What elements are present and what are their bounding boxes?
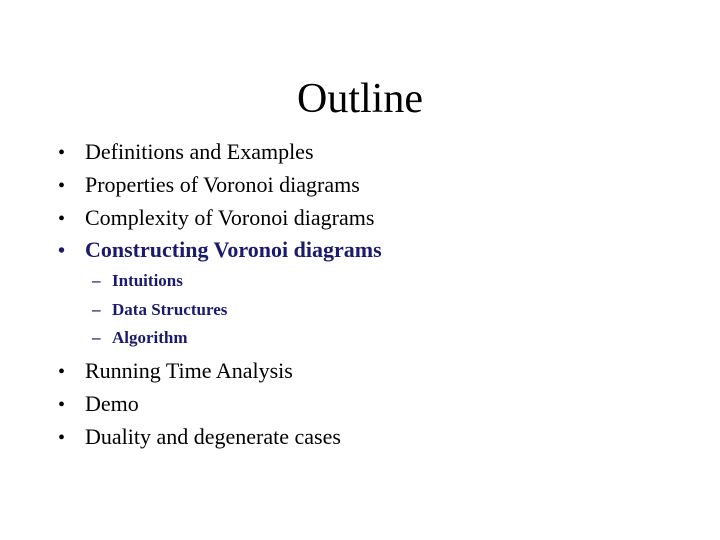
outline-item-demo (58, 391, 139, 418)
outline-item-label: Complexity of Voronoi diagrams (85, 205, 375, 230)
outline-item-duality (58, 424, 341, 451)
outline-item-label: Constructing Voronoi diagrams (85, 237, 382, 262)
outline-subitem-label: Algorithm (112, 328, 188, 347)
bullet-icon: • (58, 142, 66, 164)
outline-subitem-data-structures (92, 299, 227, 321)
outline-subitem-algorithm (92, 327, 188, 349)
outline-item-constructing (58, 237, 382, 264)
bullet-icon: • (58, 208, 66, 230)
outline-item-label: Demo (85, 391, 139, 416)
bullet-icon: • (58, 427, 66, 449)
dash-icon: – (92, 300, 101, 319)
outline-item-label: Definitions and Examples (85, 139, 314, 164)
bullet-icon: • (58, 361, 66, 383)
bullet-icon: • (58, 394, 66, 416)
outline-subitem-label: Data Structures (112, 300, 228, 319)
outline-item-label: Running Time Analysis (85, 358, 293, 383)
outline-item-definitions (58, 139, 314, 166)
outline-item-complexity (58, 205, 374, 232)
outline-subitem-label: Intuitions (112, 271, 183, 290)
outline-item-label: Properties of Voronoi diagrams (85, 172, 360, 197)
bullet-icon: • (58, 240, 66, 262)
slide-title: Outline (297, 76, 423, 122)
dash-icon: – (92, 271, 101, 290)
outline-subitem-intuitions (92, 270, 183, 292)
dash-icon: – (92, 328, 101, 347)
outline-item-properties (58, 172, 360, 199)
outline-item-running-time (58, 358, 293, 385)
bullet-icon: • (58, 175, 66, 197)
outline-item-label: Duality and degenerate cases (85, 424, 341, 449)
